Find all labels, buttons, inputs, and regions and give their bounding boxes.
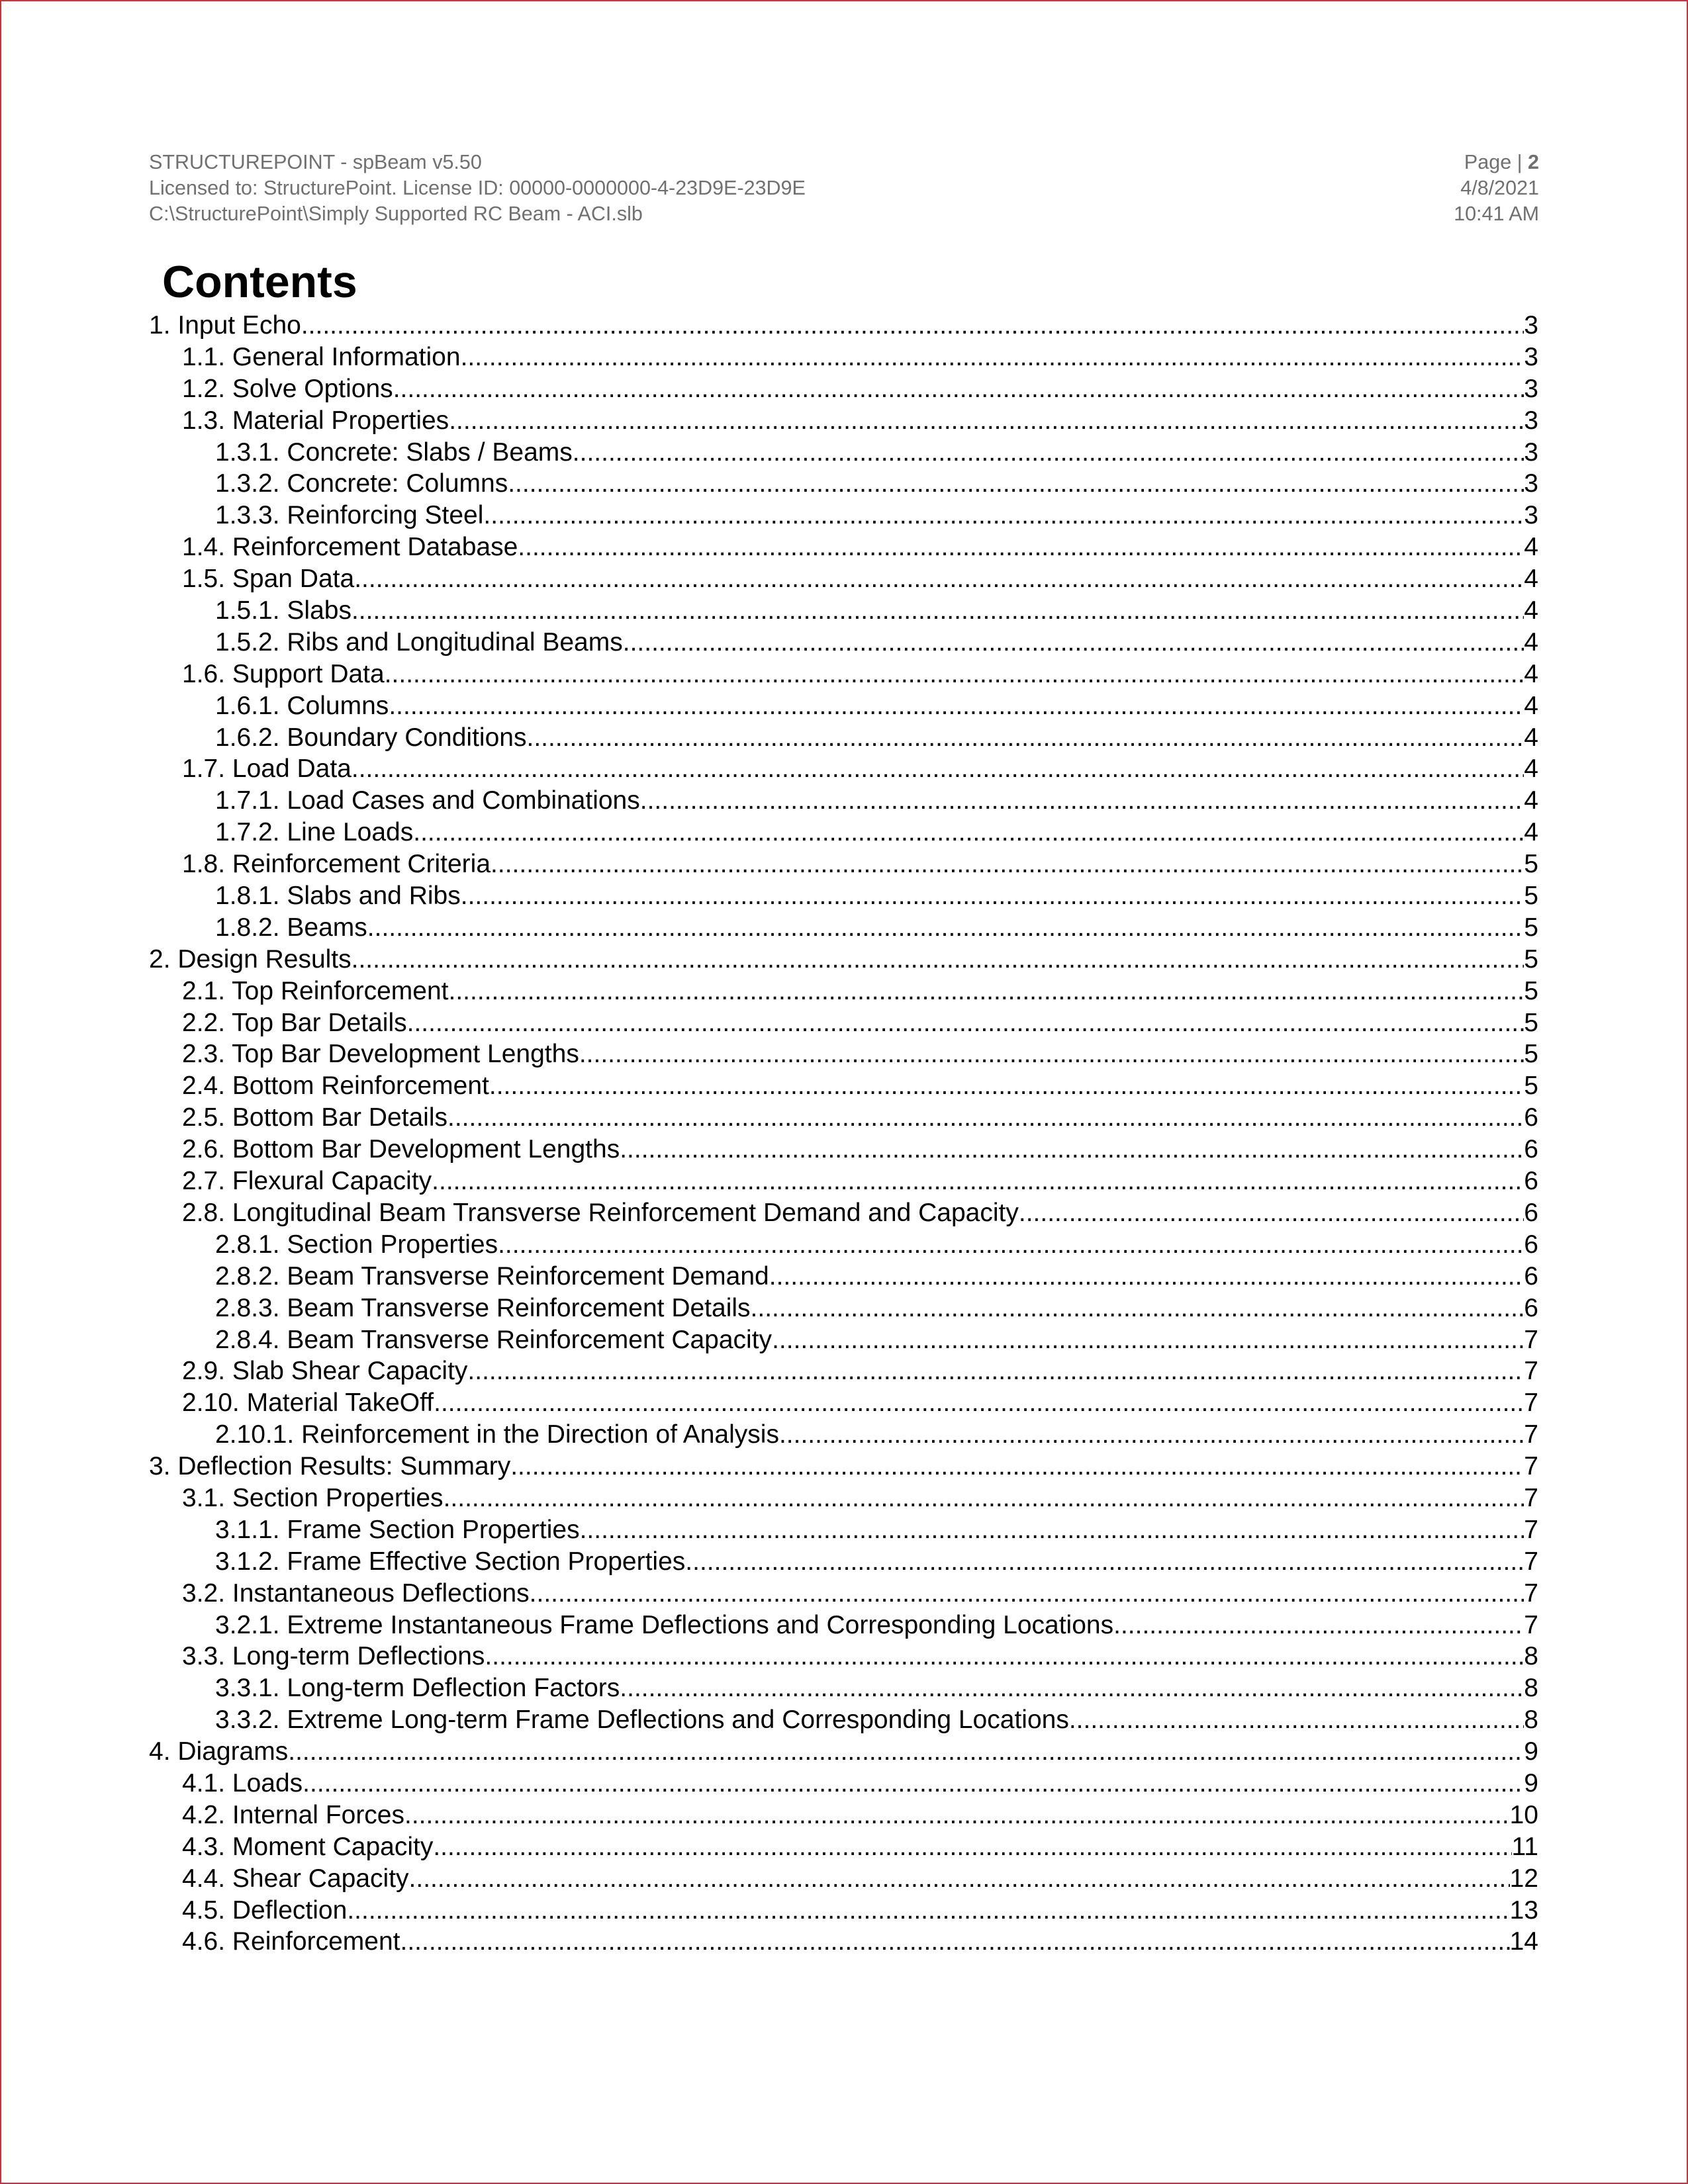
toc-dot-leader <box>580 1514 1524 1546</box>
header-right <box>1454 150 1539 227</box>
toc-entry[interactable] <box>149 1102 1538 1134</box>
toc-entry-label: 2.10.1. Reinforcement in the Direction of Analysis <box>215 1420 779 1449</box>
toc-dot-leader <box>1113 1610 1524 1641</box>
toc-entry[interactable] <box>149 659 1538 690</box>
toc-entry[interactable] <box>149 627 1538 659</box>
toc-dot-leader <box>352 595 1524 627</box>
toc-dot-leader <box>352 753 1524 785</box>
toc-dot-leader <box>413 817 1524 848</box>
header-left <box>149 150 806 227</box>
toc-dot-leader <box>769 1261 1524 1293</box>
toc-entry[interactable] <box>149 1261 1538 1293</box>
toc-entry-page: 6 <box>1524 1135 1538 1164</box>
toc-entry-page: 8 <box>1524 1642 1538 1671</box>
header-program: STRUCTUREPOINT - spBeam v5.50 <box>149 151 482 173</box>
toc-entry[interactable] <box>149 1610 1538 1641</box>
toc-entry[interactable] <box>149 341 1538 373</box>
toc-entry-page: 7 <box>1524 1610 1538 1639</box>
toc-entry-label: 1.3.1. Concrete: Slabs / Beams <box>215 437 573 467</box>
toc-entry-page: 3 <box>1524 374 1538 403</box>
toc-dot-leader <box>434 1387 1524 1419</box>
toc-entry[interactable] <box>149 1482 1538 1514</box>
toc-entry-label: 1.5. Span Data <box>182 565 355 594</box>
toc-entry[interactable] <box>149 785 1538 817</box>
header-page <box>1454 150 1539 175</box>
toc-entry-label: 4.2. Internal Forces <box>182 1800 404 1829</box>
toc-entry[interactable] <box>149 1736 1538 1768</box>
toc-entry-page: 3 <box>1524 311 1538 340</box>
toc-entry-page: 4 <box>1524 723 1538 752</box>
toc-entry-label: 2.8.1. Section Properties <box>215 1230 498 1259</box>
toc-entry[interactable] <box>149 753 1538 785</box>
toc-entry-label: 1.4. Reinforcement Database <box>182 533 518 562</box>
toc-entry-label: 3.2. Instantaneous Deflections <box>182 1578 530 1608</box>
toc-dot-leader <box>447 1102 1524 1134</box>
toc-entry-label: 4.1. Loads <box>182 1768 303 1797</box>
toc-entry-page: 5 <box>1524 913 1538 942</box>
contents-title: Contents <box>162 257 357 307</box>
toc-entry-label: 2.8. Longitudinal Beam Transverse Reinforcement Demand and Capacity <box>182 1198 1019 1227</box>
toc-dot-leader <box>389 690 1524 722</box>
toc-entry-page: 13 <box>1509 1895 1538 1925</box>
toc-entry-label: 4.5. Deflection <box>182 1895 348 1925</box>
toc-entry-label: 4.3. Moment Capacity <box>182 1832 434 1861</box>
toc-entry-page: 8 <box>1524 1706 1538 1735</box>
toc-entry-label: 3.1. Section Properties <box>182 1483 444 1512</box>
toc-entry[interactable] <box>149 976 1538 1007</box>
toc-dot-leader <box>530 1578 1524 1610</box>
toc-entry-page: 7 <box>1524 1578 1538 1608</box>
toc-entry-page: 4 <box>1524 786 1538 815</box>
toc-dot-leader <box>620 1672 1524 1704</box>
toc-entry-label: 4. Diagrams <box>149 1737 289 1766</box>
toc-entry-label: 2.10. Material TakeOff <box>182 1388 434 1418</box>
toc-entry-label: 1.5.2. Ribs and Longitudinal Beams <box>215 627 623 657</box>
toc-dot-leader <box>508 468 1524 500</box>
toc-entry[interactable] <box>149 1451 1538 1482</box>
toc-entry[interactable] <box>149 468 1538 500</box>
toc-entry-page: 7 <box>1524 1357 1538 1386</box>
toc-entry[interactable] <box>149 1324 1538 1356</box>
toc-entry[interactable] <box>149 1165 1538 1197</box>
toc-dot-leader <box>685 1546 1524 1578</box>
toc-entry-page: 7 <box>1524 1483 1538 1512</box>
toc-dot-leader <box>433 1831 1511 1863</box>
toc-dot-leader <box>354 563 1524 595</box>
toc-entry[interactable] <box>149 1546 1538 1578</box>
toc-entry-label: 2.6. Bottom Bar Development Lengths <box>182 1135 620 1164</box>
toc-dot-leader <box>772 1324 1524 1356</box>
toc-entry-label: 2.4. Bottom Reinforcement <box>182 1071 489 1101</box>
toc-dot-leader <box>579 1038 1524 1070</box>
header-date: 4/8/2021 <box>1460 177 1539 199</box>
toc-dot-leader <box>409 1863 1510 1895</box>
toc-entry-page: 6 <box>1524 1167 1538 1196</box>
header-file-path: C:\StructurePoint\Simply Supported RC Beam - ACI.slb <box>149 203 643 225</box>
toc-entry[interactable] <box>149 1863 1538 1895</box>
toc-entry[interactable] <box>149 1355 1538 1387</box>
toc-entry-page: 9 <box>1524 1768 1538 1797</box>
toc-entry-label: 3.1.1. Frame Section Properties <box>215 1515 580 1544</box>
toc-entry-page: 5 <box>1524 1008 1538 1037</box>
toc-entry-page: 4 <box>1524 533 1538 562</box>
toc-dot-leader <box>1069 1704 1524 1736</box>
toc-entry-label: 1.1. General Information <box>182 342 461 371</box>
toc-entry[interactable] <box>149 1387 1538 1419</box>
toc-entry-label: 1.7. Load Data <box>182 754 352 784</box>
toc-entry-page: 7 <box>1524 1325 1538 1354</box>
toc-dot-leader <box>432 1165 1524 1197</box>
toc-entry-page: 4 <box>1524 565 1538 594</box>
toc-entry[interactable] <box>149 1038 1538 1070</box>
toc-entry-label: 1.8. Reinforcement Criteria <box>182 850 491 879</box>
toc-entry-page: 7 <box>1524 1452 1538 1481</box>
toc-entry-page: 6 <box>1524 1293 1538 1322</box>
toc-dot-leader <box>303 1768 1524 1799</box>
toc-entry-page: 5 <box>1524 850 1538 879</box>
toc-dot-leader <box>518 531 1524 563</box>
toc-entry[interactable] <box>149 880 1538 912</box>
toc-entry-label: 3.2.1. Extreme Instantaneous Frame Deflections and Corresponding Locations <box>215 1610 1114 1639</box>
toc-entry-page: 3 <box>1524 406 1538 435</box>
toc-entry-label: 1.8.1. Slabs and Ribs <box>215 882 461 911</box>
toc-entry[interactable] <box>149 944 1538 976</box>
toc-entry-label: 1.6.2. Boundary Conditions <box>215 723 527 752</box>
toc-entry-label: 3. Deflection Results: Summary <box>149 1452 511 1481</box>
toc-entry-page: 3 <box>1524 437 1538 467</box>
toc-dot-leader <box>352 944 1524 976</box>
toc-dot-leader <box>385 659 1524 690</box>
header-license: Licensed to: StructurePoint. License ID: 00000-0000000-4-23D9E-23D9E <box>149 177 806 199</box>
toc-dot-leader <box>400 1926 1510 1958</box>
toc-entry-page: 5 <box>1524 882 1538 911</box>
toc-dot-leader <box>367 912 1524 944</box>
toc-entry-page: 6 <box>1524 1198 1538 1227</box>
toc-entry-page: 4 <box>1524 691 1538 720</box>
toc-entry[interactable] <box>149 1514 1538 1546</box>
toc-entry-page: 4 <box>1524 596 1538 625</box>
toc-entry-label: 1.3.3. Reinforcing Steel <box>215 501 484 530</box>
toc-entry-label: 2.1. Top Reinforcement <box>182 976 449 1005</box>
toc-entry-label: 1.3.2. Concrete: Columns <box>215 469 508 498</box>
toc-entry-page: 7 <box>1524 1388 1538 1418</box>
toc-dot-leader <box>1019 1197 1524 1229</box>
table-of-contents <box>149 310 1538 1958</box>
toc-dot-leader <box>483 500 1524 531</box>
toc-entry-page: 3 <box>1524 342 1538 371</box>
toc-entry[interactable] <box>149 531 1538 563</box>
toc-entry-label: 2.7. Flexural Capacity <box>182 1167 432 1196</box>
toc-entry-page: 6 <box>1524 1103 1538 1132</box>
toc-entry-page: 5 <box>1524 1071 1538 1101</box>
toc-entry[interactable] <box>149 1578 1538 1610</box>
toc-entry-page: 6 <box>1524 1261 1538 1291</box>
toc-entry[interactable] <box>149 1197 1538 1229</box>
toc-entry[interactable] <box>149 405 1538 437</box>
toc-entry-page: 5 <box>1524 976 1538 1005</box>
toc-entry-label: 3.1.2. Frame Effective Section Properties <box>215 1547 686 1576</box>
toc-dot-leader <box>301 310 1524 341</box>
toc-dot-leader <box>491 848 1524 880</box>
toc-entry-page: 4 <box>1524 754 1538 784</box>
toc-entry[interactable] <box>149 1704 1538 1736</box>
toc-entry[interactable] <box>149 310 1538 341</box>
toc-entry-label: 1.5.1. Slabs <box>215 596 352 625</box>
toc-dot-leader <box>404 1799 1510 1831</box>
toc-entry[interactable] <box>149 595 1538 627</box>
toc-entry[interactable] <box>149 690 1538 722</box>
toc-dot-leader <box>623 627 1524 659</box>
toc-entry[interactable] <box>149 1768 1538 1799</box>
toc-entry[interactable] <box>149 1672 1538 1704</box>
toc-entry-label: 2.9. Slab Shear Capacity <box>182 1357 468 1386</box>
toc-entry[interactable] <box>149 1134 1538 1165</box>
toc-entry-label: 4.4. Shear Capacity <box>182 1864 409 1893</box>
toc-entry-page: 7 <box>1524 1547 1538 1576</box>
toc-dot-leader <box>347 1895 1509 1927</box>
toc-entry-label: 3.3.2. Extreme Long-term Frame Deflections and Corresponding Locations <box>215 1706 1069 1735</box>
toc-entry-page: 5 <box>1524 944 1538 974</box>
toc-entry-label: 1.7.1. Load Cases and Combinations <box>215 786 640 815</box>
toc-entry[interactable] <box>149 722 1538 754</box>
toc-dot-leader <box>510 1451 1524 1482</box>
toc-dot-leader <box>449 405 1524 437</box>
toc-dot-leader <box>467 1355 1524 1387</box>
toc-dot-leader <box>640 785 1524 817</box>
toc-entry-label: 1.6.1. Columns <box>215 691 389 720</box>
toc-entry[interactable] <box>149 1419 1538 1451</box>
toc-entry[interactable] <box>149 373 1538 405</box>
toc-entry-label: 1.3. Material Properties <box>182 406 449 435</box>
toc-entry[interactable] <box>149 1007 1538 1039</box>
toc-entry[interactable] <box>149 848 1538 880</box>
toc-entry-page: 12 <box>1509 1864 1538 1893</box>
toc-dot-leader <box>489 1070 1524 1102</box>
toc-entry-label: 2.3. Top Bar Development Lengths <box>182 1040 579 1069</box>
toc-entry-page: 7 <box>1524 1515 1538 1544</box>
toc-entry[interactable] <box>149 1799 1538 1831</box>
toc-entry-label: 3.3.1. Long-term Deflection Factors <box>215 1674 620 1703</box>
toc-dot-leader <box>620 1134 1524 1165</box>
toc-entry[interactable] <box>149 1070 1538 1102</box>
toc-dot-leader <box>779 1419 1524 1451</box>
toc-entry-label: 3.3. Long-term Deflections <box>182 1642 485 1671</box>
toc-dot-leader <box>393 373 1524 405</box>
toc-entry-page: 4 <box>1524 627 1538 657</box>
toc-entry-page: 3 <box>1524 469 1538 498</box>
toc-entry-page: 9 <box>1524 1737 1538 1766</box>
toc-entry-page: 11 <box>1511 1832 1538 1861</box>
toc-entry-page: 3 <box>1524 501 1538 530</box>
toc-entry[interactable] <box>149 817 1538 848</box>
toc-entry-page: 8 <box>1524 1674 1538 1703</box>
toc-dot-leader <box>526 722 1524 754</box>
header-time: 10:41 AM <box>1454 203 1539 225</box>
toc-entry[interactable] <box>149 912 1538 944</box>
toc-entry[interactable] <box>149 500 1538 531</box>
toc-entry[interactable] <box>149 1641 1538 1672</box>
toc-entry-label: 2.2. Top Bar Details <box>182 1008 407 1037</box>
toc-entry-label: 2. Design Results <box>149 944 352 974</box>
toc-dot-leader <box>461 341 1524 373</box>
toc-entry[interactable] <box>149 1293 1538 1324</box>
toc-entry-label: 2.8.4. Beam Transverse Reinforcement Capacity <box>215 1325 773 1354</box>
page-label: Page | <box>1464 151 1528 173</box>
toc-entry-page: 4 <box>1524 659 1538 688</box>
page-number: 2 <box>1528 151 1539 173</box>
toc-dot-leader <box>444 1482 1524 1514</box>
toc-dot-leader <box>485 1641 1524 1672</box>
toc-entry[interactable] <box>149 1926 1538 1958</box>
toc-dot-leader <box>288 1736 1524 1768</box>
toc-dot-leader <box>498 1229 1524 1261</box>
toc-entry[interactable] <box>149 437 1538 469</box>
toc-dot-leader <box>573 437 1524 469</box>
toc-entry-label: 1. Input Echo <box>149 311 301 340</box>
toc-entry-page: 14 <box>1509 1927 1538 1956</box>
toc-dot-leader <box>449 976 1524 1007</box>
toc-entry-label: 2.8.3. Beam Transverse Reinforcement Details <box>215 1293 751 1322</box>
toc-entry[interactable] <box>149 1229 1538 1261</box>
toc-entry-page: 4 <box>1524 818 1538 847</box>
toc-entry[interactable] <box>149 563 1538 595</box>
toc-dot-leader <box>751 1293 1524 1324</box>
toc-entry-page: 6 <box>1524 1230 1538 1259</box>
toc-entry[interactable] <box>149 1831 1538 1863</box>
toc-entry-label: 2.8.2. Beam Transverse Reinforcement Demand <box>215 1261 769 1291</box>
toc-dot-leader <box>461 880 1524 912</box>
toc-entry-label: 2.5. Bottom Bar Details <box>182 1103 448 1132</box>
toc-entry-label: 1.7.2. Line Loads <box>215 818 414 847</box>
toc-entry-label: 1.8.2. Beams <box>215 913 367 942</box>
toc-entry[interactable] <box>149 1895 1538 1927</box>
toc-entry-label: 1.2. Solve Options <box>182 374 393 403</box>
toc-dot-leader <box>407 1007 1524 1039</box>
toc-entry-page: 10 <box>1509 1800 1538 1829</box>
toc-entry-page: 5 <box>1524 1040 1538 1069</box>
toc-entry-label: 1.6. Support Data <box>182 659 385 688</box>
toc-entry-label: 4.6. Reinforcement <box>182 1927 400 1956</box>
toc-entry-page: 7 <box>1524 1420 1538 1449</box>
